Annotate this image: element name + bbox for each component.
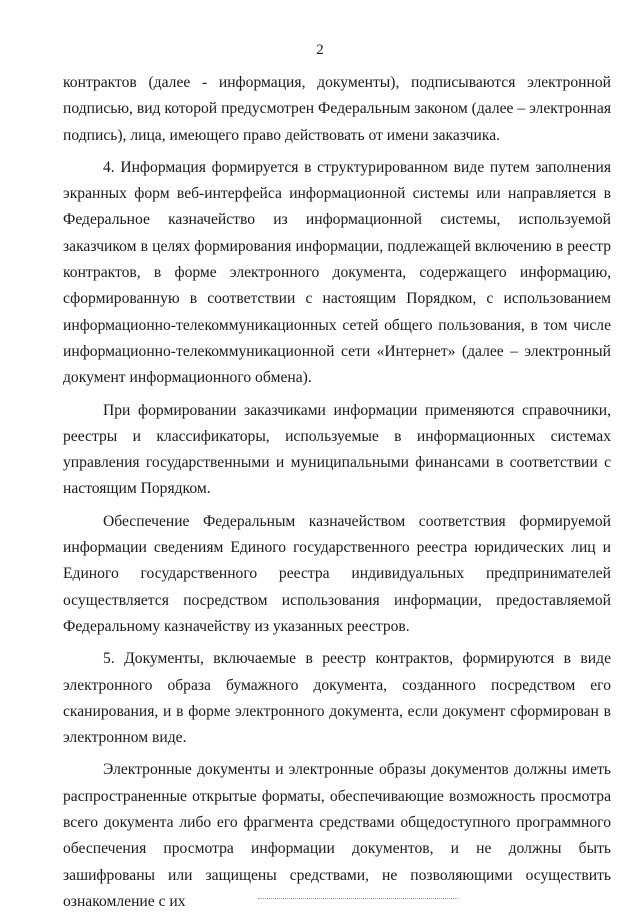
page-number: 2 bbox=[316, 42, 324, 58]
paragraph-reference-books: При формировании заказчиками информации применяются справочники, реестры и классификаторы, используемые в информационных системах управления государственными и муниципальными финансами в соответствии с настоящим Порядком. bbox=[63, 401, 611, 498]
paragraph-continuation: контрактов (далее - информация, документы), подписываются электронной подписью, вид которой предусмотрен Федеральным законом (далее – электронная подпись), лица, имеющего право действовать от имени заказчика. bbox=[63, 74, 611, 144]
paragraph-item-4: 4. Информация формируется в структурированном виде путем заполнения экранных форм веб-интерфейса информационной системы или направляется в Федеральное казначейство из информационной системы, используемой заказчиком в целях формирования информации, подлежащей включению в реестр контрактов, в форме электронного документа, содержащего информацию, сформированную в соответствии с настоящим Порядком, с использованием информационно-телекоммуникационных сетей общего пользования, в том числе информационно-телекоммуникационной сети «Интернет» (далее – электронный документ информационного обмена). bbox=[63, 158, 611, 387]
paragraph-electronic-formats: Электронные документы и электронные образы документов должны иметь распространенные открытые форматы, обеспечивающие возможность просмотра всего документа либо его фрагмента средствами общедоступного программного обеспечения просмотра информации документов, и не должны быть зашифрованы или защищены средствами, не позволяющими осуществить ознакомление с их bbox=[63, 761, 611, 910]
scan-artifact-line bbox=[258, 898, 458, 900]
paragraph-registry-compliance: Обеспечение Федеральным казначейством соответствия формируемой информации сведениям Единого государственного реестра юридических лиц и Единого государственного реестра индивидуальных предпринимателей осуществляется посредством использования информации, предоставляемой Федеральному казначейству из указанных реестров. bbox=[63, 512, 611, 635]
document-body bbox=[63, 70, 611, 915]
paragraph-item-5: 5. Документы, включаемые в реестр контрактов, формируются в виде электронного образа бумажного документа, созданного посредством его сканирования, и в форме электронного документа, если документ сформирован в электронном виде. bbox=[63, 650, 611, 747]
